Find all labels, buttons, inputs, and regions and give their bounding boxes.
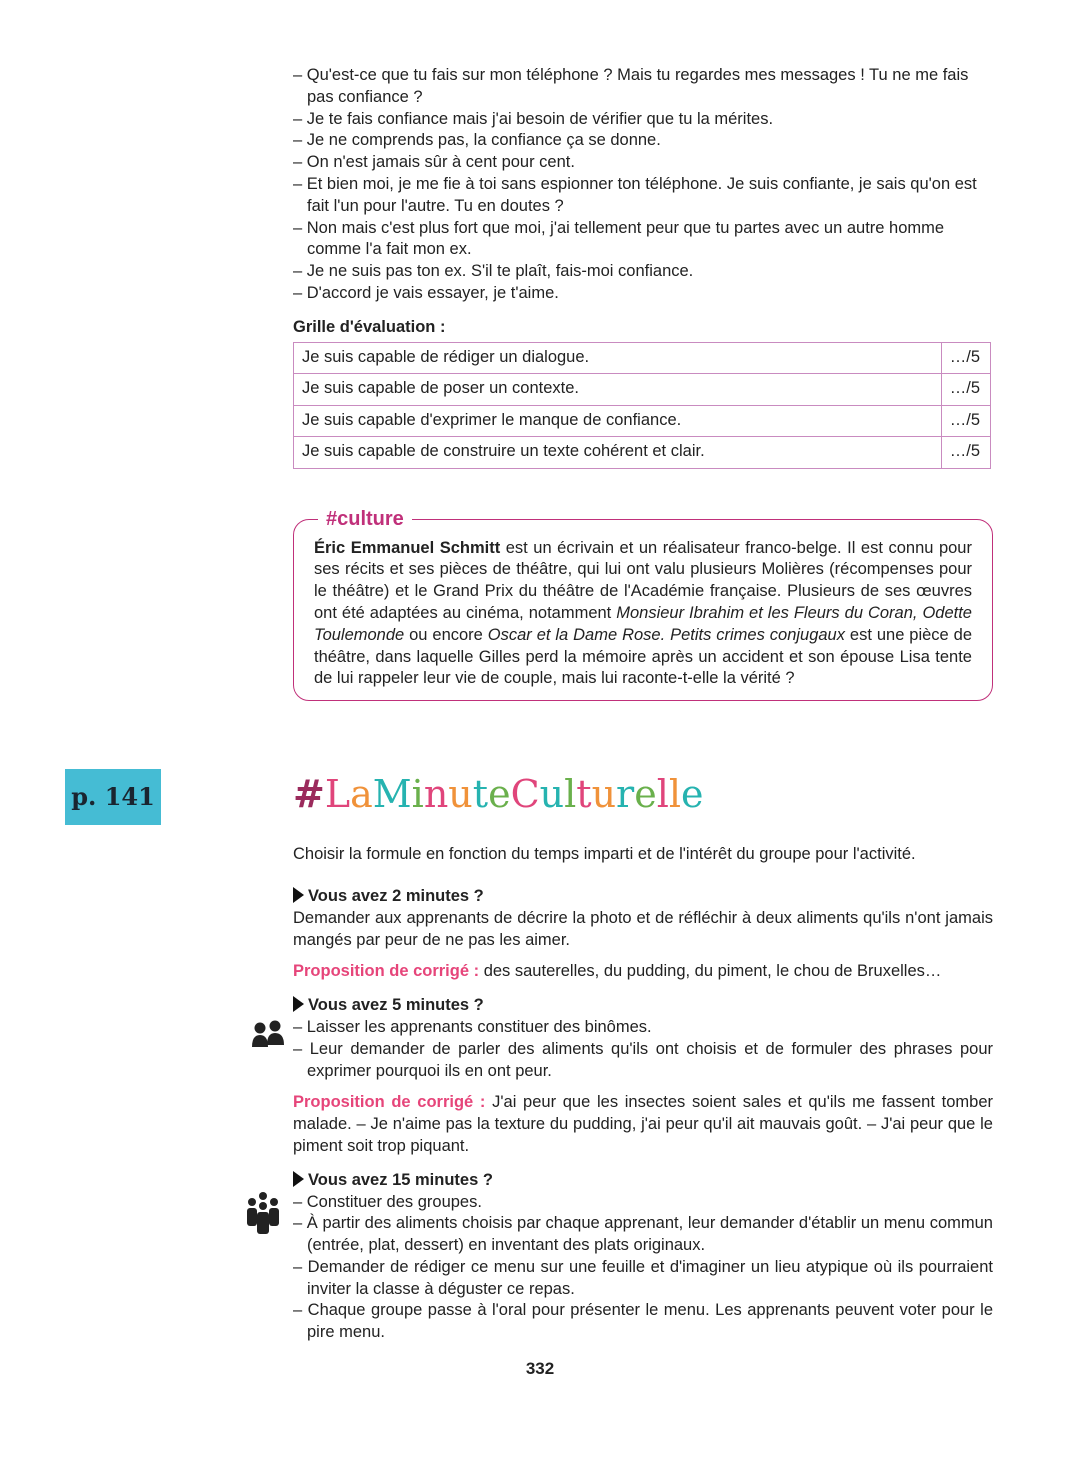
title-letter: u xyxy=(591,772,617,817)
text: est un écrivain et un réalisateur franco-belge. Il est connu pour ses récits et ses pièces de théâtre, qui lui ont valu plusieurs Molières (récompenses pour le théâtre) et le Grand Prix du théâtre de l'Académie française. Plusieurs de ses œuvres ont été adaptées au cinéma, notamment xyxy=(314,538,972,622)
title-letter: M xyxy=(372,772,412,817)
proposition-text: des sauterelles, du pudding, du piment, le chou de Bruxelles… xyxy=(479,962,942,981)
table-row xyxy=(294,405,991,437)
dialogue-line: – On n'est jamais sûr à cent pour cent. xyxy=(293,153,575,172)
criterion: Je suis capable de poser un contexte. xyxy=(294,374,942,406)
pair-icon xyxy=(251,1020,285,1048)
title-letter: l xyxy=(564,772,577,817)
title-letter: l xyxy=(668,772,682,817)
title-letter: u xyxy=(448,772,473,817)
title-letter: e xyxy=(488,772,511,817)
text: ou encore xyxy=(404,625,488,644)
title-letter: a xyxy=(350,772,373,817)
culture-text xyxy=(314,538,972,691)
evaluation-grid xyxy=(293,317,993,469)
criterion: Je suis capable de rédiger un dialogue. xyxy=(294,342,942,374)
score: …/5 xyxy=(941,342,990,374)
list-item: – Leur demander de parler des aliments qu'ils ont choisis et de formuler des phrases pour exprimer pourquoi ils en ont peur. xyxy=(293,1039,993,1080)
grid-title: Grille d'évaluation : xyxy=(293,317,446,336)
score: …/5 xyxy=(941,405,990,437)
title-letter: i xyxy=(411,772,424,817)
culture-box xyxy=(293,507,993,702)
triangle-bullet-icon xyxy=(293,996,304,1012)
table-row xyxy=(294,374,991,406)
title-letter: u xyxy=(539,772,565,817)
intro: Choisir la formule en fonction du temps imparti et de l'intérêt du groupe pour l'activité. xyxy=(293,845,916,864)
proposition xyxy=(293,961,993,983)
triangle-bullet-icon xyxy=(293,887,304,903)
criterion: Je suis capable de construire un texte cohérent et clair. xyxy=(294,437,942,469)
dialogue-line: – D'accord je vais essayer, je t'aime. xyxy=(293,283,559,302)
title-letter: n xyxy=(423,772,449,817)
section-2-minutes xyxy=(293,886,993,983)
section-5-minutes xyxy=(293,995,993,1158)
culture-title: #culture xyxy=(318,508,412,530)
author-name: Éric Emmanuel Schmitt xyxy=(314,538,501,557)
table-row xyxy=(294,437,991,469)
dialogue-line: – Je ne comprends pas, la confiance ça se donne. xyxy=(293,131,661,150)
instruction: Demander aux apprenants de décrire la photo et de réfléchir à deux aliments qu'ils n'ont jamais mangés par peur de ne pas les aimer. xyxy=(293,908,993,949)
dialogue-line: – Qu'est-ce que tu fais sur mon téléphone ? Mais tu regardes mes messages ! Tu ne me fais pas confiance ? xyxy=(293,66,969,106)
list-item: – Laisser les apprenants constituer des binômes. xyxy=(293,1017,652,1036)
dialogue-line: – Je ne suis pas ton ex. S'il te plaît, fais-moi confiance. xyxy=(293,262,694,281)
page-number: 332 xyxy=(525,1359,555,1379)
title-letter: e xyxy=(681,772,704,817)
list-item: – Chaque groupe passe à l'oral pour présenter le menu. Les apprenants peuvent voter pour le pire menu. xyxy=(293,1301,993,1342)
criterion: Je suis capable d'exprimer le manque de confiance. xyxy=(294,405,942,437)
dialogue-line: – Non mais c'est plus fort que moi, j'ai tellement peur que tu partes avec un autre homme comme l'a fait mon ex. xyxy=(293,218,945,259)
dialogue-line: – Et bien moi, je me fie à toi sans espionner ton téléphone. Je suis confiante, je sais qu'on est fait l'un pour l'autre. Tu en doutes ? xyxy=(293,174,977,215)
proposition-label: Proposition de corrigé : xyxy=(293,962,480,981)
title-letter: t xyxy=(472,772,489,817)
list-item: – Constituer des groupes. xyxy=(293,1192,482,1211)
score: …/5 xyxy=(941,374,990,406)
group-icon xyxy=(246,1192,280,1236)
page-reference-badge: p. 141 xyxy=(65,769,161,825)
title-letter: e xyxy=(634,772,657,817)
proposition xyxy=(293,1092,993,1157)
section-heading: Vous avez 5 minutes ? xyxy=(308,996,484,1015)
work-titles: Oscar et la Dame Rose. Petits crimes conjugaux xyxy=(487,625,845,644)
text: est une pièce de théâtre, dans laquelle Gilles perd la mémoire après un accident et son épouse Lisa tente de lui rappeler leur vie de couple, mais lui raconte-t-elle la vérité ? xyxy=(314,625,973,688)
score: …/5 xyxy=(941,437,990,469)
dialogue-line: – Je te fais confiance mais j'ai besoin de vérifier que tu la mérites. xyxy=(293,109,774,128)
work-titles: Monsieur Ibrahim et les Fleurs du Coran, Odette Toulemonde xyxy=(314,603,972,644)
section-title xyxy=(293,771,993,817)
page-content xyxy=(71,0,993,1400)
section-heading: Vous avez 2 minutes ? xyxy=(308,886,484,905)
title-letter: L xyxy=(324,772,351,817)
proposition-text: J'ai peur que les insectes soient sales et qu'ils me fassent tomber malade. – Je n'aime pas la texture du pudding, j'ai peur qu'il ait mauvais goût. – J'ai peur que le piment soit trop piquant. xyxy=(293,1093,993,1155)
grid-table xyxy=(293,342,991,469)
section-15-minutes xyxy=(293,1170,993,1344)
title-letter: r xyxy=(616,772,635,817)
title-letter: C xyxy=(510,772,540,817)
list-item: – À partir des aliments choisis par chaque apprenant, leur demander d'établir un menu commun (entrée, plat, dessert) en inventant des plats originaux. xyxy=(293,1214,993,1255)
title-letter: l xyxy=(656,772,669,817)
list-item: – Demander de rédiger ce menu sur une feuille et d'imaginer un lieu atypique où ils pourraient inviter la classe à déguster ce repas. xyxy=(293,1257,993,1298)
table-row xyxy=(294,342,991,374)
title-letter: t xyxy=(576,772,592,817)
title-letter: # xyxy=(293,771,325,817)
proposition-label: Proposition de corrigé : xyxy=(293,1093,486,1112)
section-header xyxy=(71,771,993,817)
dialogue xyxy=(293,65,993,305)
triangle-bullet-icon xyxy=(293,1171,304,1187)
section-heading: Vous avez 15 minutes ? xyxy=(308,1170,493,1189)
